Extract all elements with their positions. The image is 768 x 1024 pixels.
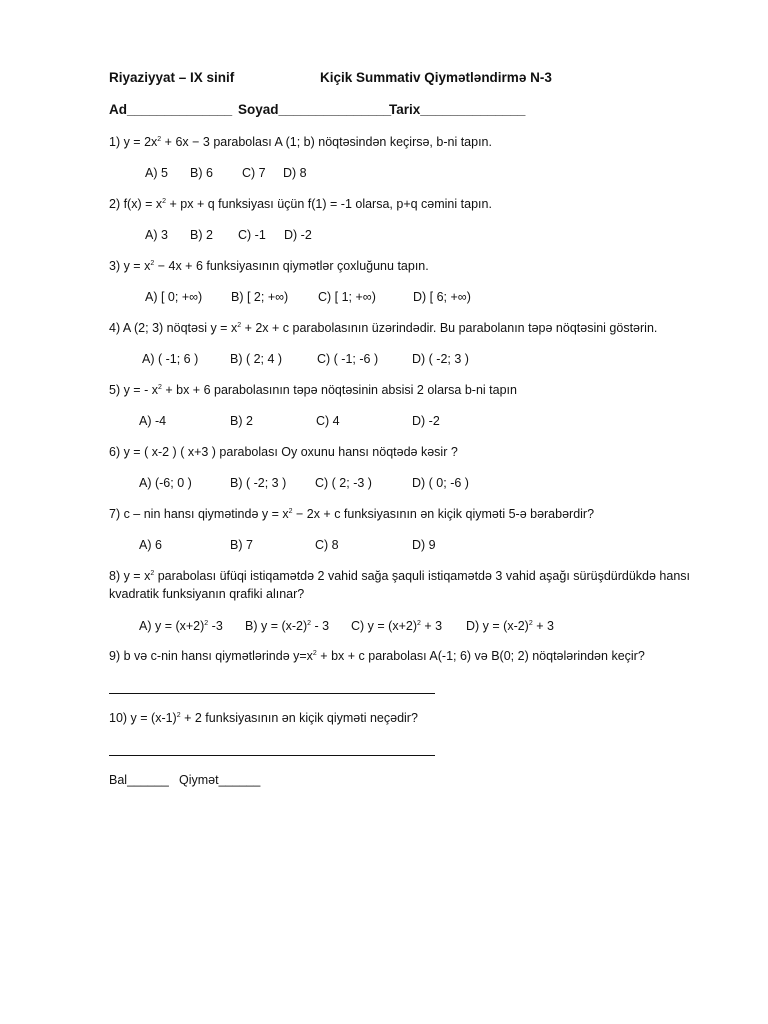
option-d[interactable]: D) 8 xyxy=(283,166,307,180)
question-text: 3) y = x xyxy=(109,259,151,273)
superscript: 2 xyxy=(417,620,421,627)
question-text: + 2x + c parabolasının üzərindədir. Bu parabolanın təpə nöqtəsini göstərin. xyxy=(241,321,658,335)
question-text: + 6x − 3 parabolası A (1; b) nöqtəsindən keçirsə, b-ni tapın. xyxy=(161,135,492,149)
question-text: parabolası üfüqi istiqamətdə 2 vahid sağa şaquli istiqamətdə 3 vahid aşağı sürüşdürdükdə hansı xyxy=(154,569,691,583)
option-a[interactable]: A) [ 0; +∞) xyxy=(145,290,203,304)
question-text: 4) A (2; 3) nöqtəsi y = x xyxy=(109,321,238,335)
header-row xyxy=(109,70,234,85)
option-text: C) y = (x+2) xyxy=(351,619,417,633)
question-3 xyxy=(109,259,429,273)
superscript: 2 xyxy=(157,384,162,391)
question-10 xyxy=(109,711,418,725)
superscript: 2 xyxy=(307,620,312,627)
option-a[interactable]: A) ( -1; 6 ) xyxy=(142,352,199,366)
question-text: + bx + 6 parabolasının təpə nöqtəsinin absisi 2 olarsa b-ni tapın xyxy=(161,383,517,397)
option-d[interactable]: D) -2 xyxy=(284,228,312,242)
question-text: + bx + c parabolası A(-1; 6) və B(0; 2) nöqtələrindən keçir? xyxy=(316,649,645,663)
question-text: 6) y = ( x-2 ) ( x+3 ) parabolası Oy oxunu hansı nöqtədə kəsir ? xyxy=(109,445,458,459)
superscript: 2 xyxy=(157,136,162,143)
option-b[interactable]: B) [ 2; +∞) xyxy=(231,290,289,304)
question-text: 8) y = x xyxy=(109,569,151,583)
surname-field-label: Soyad_______________ xyxy=(238,102,392,117)
option-b[interactable]: B) 2 xyxy=(190,228,213,242)
question-1 xyxy=(109,135,492,149)
option-d[interactable]: D) 9 xyxy=(412,538,436,552)
test-title: Kiçik Summativ Qiymətləndirmə N-3 xyxy=(320,70,552,85)
option-b[interactable]: B) 7 xyxy=(230,538,253,552)
option-b[interactable]: B) 6 xyxy=(190,166,213,180)
option-d[interactable]: D) ( 0; -6 ) xyxy=(412,476,469,490)
option-c[interactable]: C) 4 xyxy=(316,414,340,428)
question-text: 9) b və c-nin hansı qiymətlərində y=x xyxy=(109,649,313,663)
option-c[interactable]: C) ( 2; -3 ) xyxy=(315,476,372,490)
option-b[interactable]: B) 2 xyxy=(230,414,253,428)
superscript: 2 xyxy=(312,650,317,657)
superscript: 2 xyxy=(162,198,167,205)
option-text: + 3 xyxy=(532,619,554,633)
question-2 xyxy=(109,197,492,211)
option-d[interactable]: D) -2 xyxy=(412,414,440,428)
grade-label: Qiymət______ xyxy=(179,773,261,787)
option-text: B) y = (x-2) xyxy=(245,619,308,633)
superscript: 2 xyxy=(288,508,293,515)
question-7 xyxy=(109,507,594,521)
question-text: − 2x + c funksiyasının ən kiçik qiyməti 5-ə bərabərdir? xyxy=(292,507,595,521)
option-d[interactable]: D) [ 6; +∞) xyxy=(413,290,471,304)
superscript: 2 xyxy=(150,260,155,267)
option-b[interactable] xyxy=(245,619,329,633)
question-text: − 4x + 6 funksiyasının qiymətlər çoxluğunu tapın. xyxy=(154,259,429,273)
superscript: 2 xyxy=(150,570,155,577)
option-text: -3 xyxy=(208,619,223,633)
option-a[interactable]: A) 6 xyxy=(139,538,162,552)
option-c[interactable] xyxy=(351,619,442,633)
question-text: 5) y = - x xyxy=(109,383,158,397)
option-c[interactable]: C) ( -1; -6 ) xyxy=(317,352,379,366)
question-8 xyxy=(109,569,690,583)
question-4 xyxy=(109,321,657,335)
option-text: D) y = (x-2) xyxy=(466,619,529,633)
question-text: 1) y = 2x xyxy=(109,135,158,149)
name-field-label: Ad______________ xyxy=(109,102,233,117)
option-text: + 3 xyxy=(420,619,443,633)
option-a[interactable]: A) (-6; 0 ) xyxy=(139,476,192,490)
option-c[interactable]: C) -1 xyxy=(238,228,266,242)
question-5 xyxy=(109,383,517,397)
option-c[interactable]: C) 8 xyxy=(315,538,339,552)
option-b[interactable]: B) ( 2; 4 ) xyxy=(230,352,283,366)
option-a[interactable]: A) 3 xyxy=(145,228,168,242)
option-c[interactable]: C) 7 xyxy=(242,166,266,180)
superscript: 2 xyxy=(237,322,242,329)
question-text: 10) y = (x-1) xyxy=(109,711,177,725)
question-text: 7) c – nin hansı qiymətində y = x xyxy=(109,507,289,521)
option-text: A) y = (x+2) xyxy=(139,619,205,633)
question-6 xyxy=(109,445,458,459)
question-text: + 2 funksiyasının ən kiçik qiyməti neçədir? xyxy=(180,711,418,725)
subject-title: Riyaziyyat – IX sinif xyxy=(109,70,235,85)
question-text: 2) f(x) = x xyxy=(109,197,163,211)
option-c[interactable]: C) [ 1; +∞) xyxy=(318,290,376,304)
superscript: 2 xyxy=(528,620,533,627)
option-d[interactable]: D) ( -2; 3 ) xyxy=(412,352,469,366)
answer-line-9[interactable] xyxy=(109,693,435,694)
superscript: 2 xyxy=(204,620,209,627)
option-b[interactable]: B) ( -2; 3 ) xyxy=(230,476,287,490)
question-text: + px + q funksiyası üçün f(1) = -1 olarsa, p+q cəmini tapın. xyxy=(166,197,492,211)
question-8-continuation: kvadratik funksiyanın qrafiki alınar? xyxy=(109,587,305,601)
option-a[interactable] xyxy=(139,619,223,633)
option-a[interactable]: A) -4 xyxy=(139,414,167,428)
superscript: 2 xyxy=(176,712,181,719)
score-label: Bal______ xyxy=(109,773,169,787)
date-field-label: Tarix______________ xyxy=(389,102,526,117)
option-text: - 3 xyxy=(311,619,330,633)
option-d[interactable] xyxy=(466,619,554,633)
question-9 xyxy=(109,649,645,663)
answer-line-10[interactable] xyxy=(109,755,435,756)
option-a[interactable]: A) 5 xyxy=(145,166,168,180)
